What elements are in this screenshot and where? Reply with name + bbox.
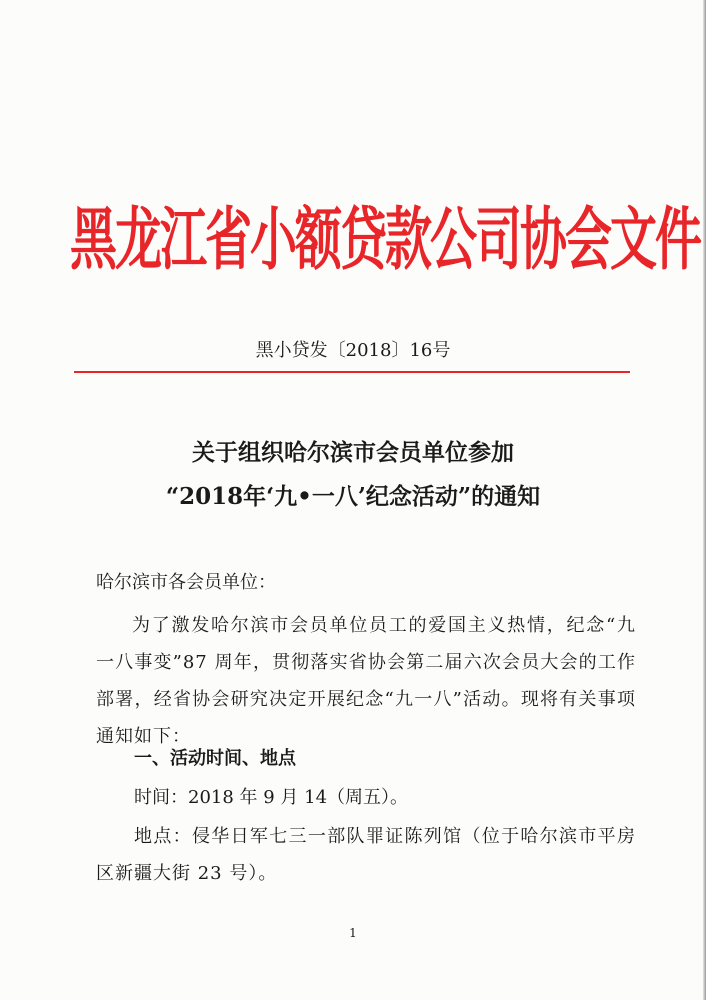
subject-title-line-1: 关于组织哈尔滨市会员单位参加 <box>192 439 514 466</box>
document-number: 黑小贷发〔2018〕16号 <box>255 340 451 361</box>
event-place: 地点：侵华日军七三一部队罪证陈列馆（位于哈尔滨市平房区新疆大街 23 号）。 <box>96 826 636 884</box>
subject-title-line-2: “2018年‘九•一八’纪念活动”的通知 <box>165 483 541 510</box>
addressee: 哈尔滨市各会员单位： <box>96 572 276 593</box>
document-header-title: 黑龙江省小额贷款公司协会文件 <box>70 200 700 281</box>
intro-paragraph: 为了激发哈尔滨市会员单位员工的爱国主义热情，纪念“九一八事变”87 周年，贯彻落实省协会第二届六次会员大会的工作部署，经省协会研究决定开展纪念“九一八”活动。现将有关事项通知如下： <box>96 615 636 747</box>
section-heading: 一、活动时间、地点 <box>134 748 296 769</box>
page-number: 1 <box>349 926 357 940</box>
red-divider-line <box>74 371 630 373</box>
event-time: 时间：2018 年 9 月 14（周五）。 <box>134 787 409 808</box>
